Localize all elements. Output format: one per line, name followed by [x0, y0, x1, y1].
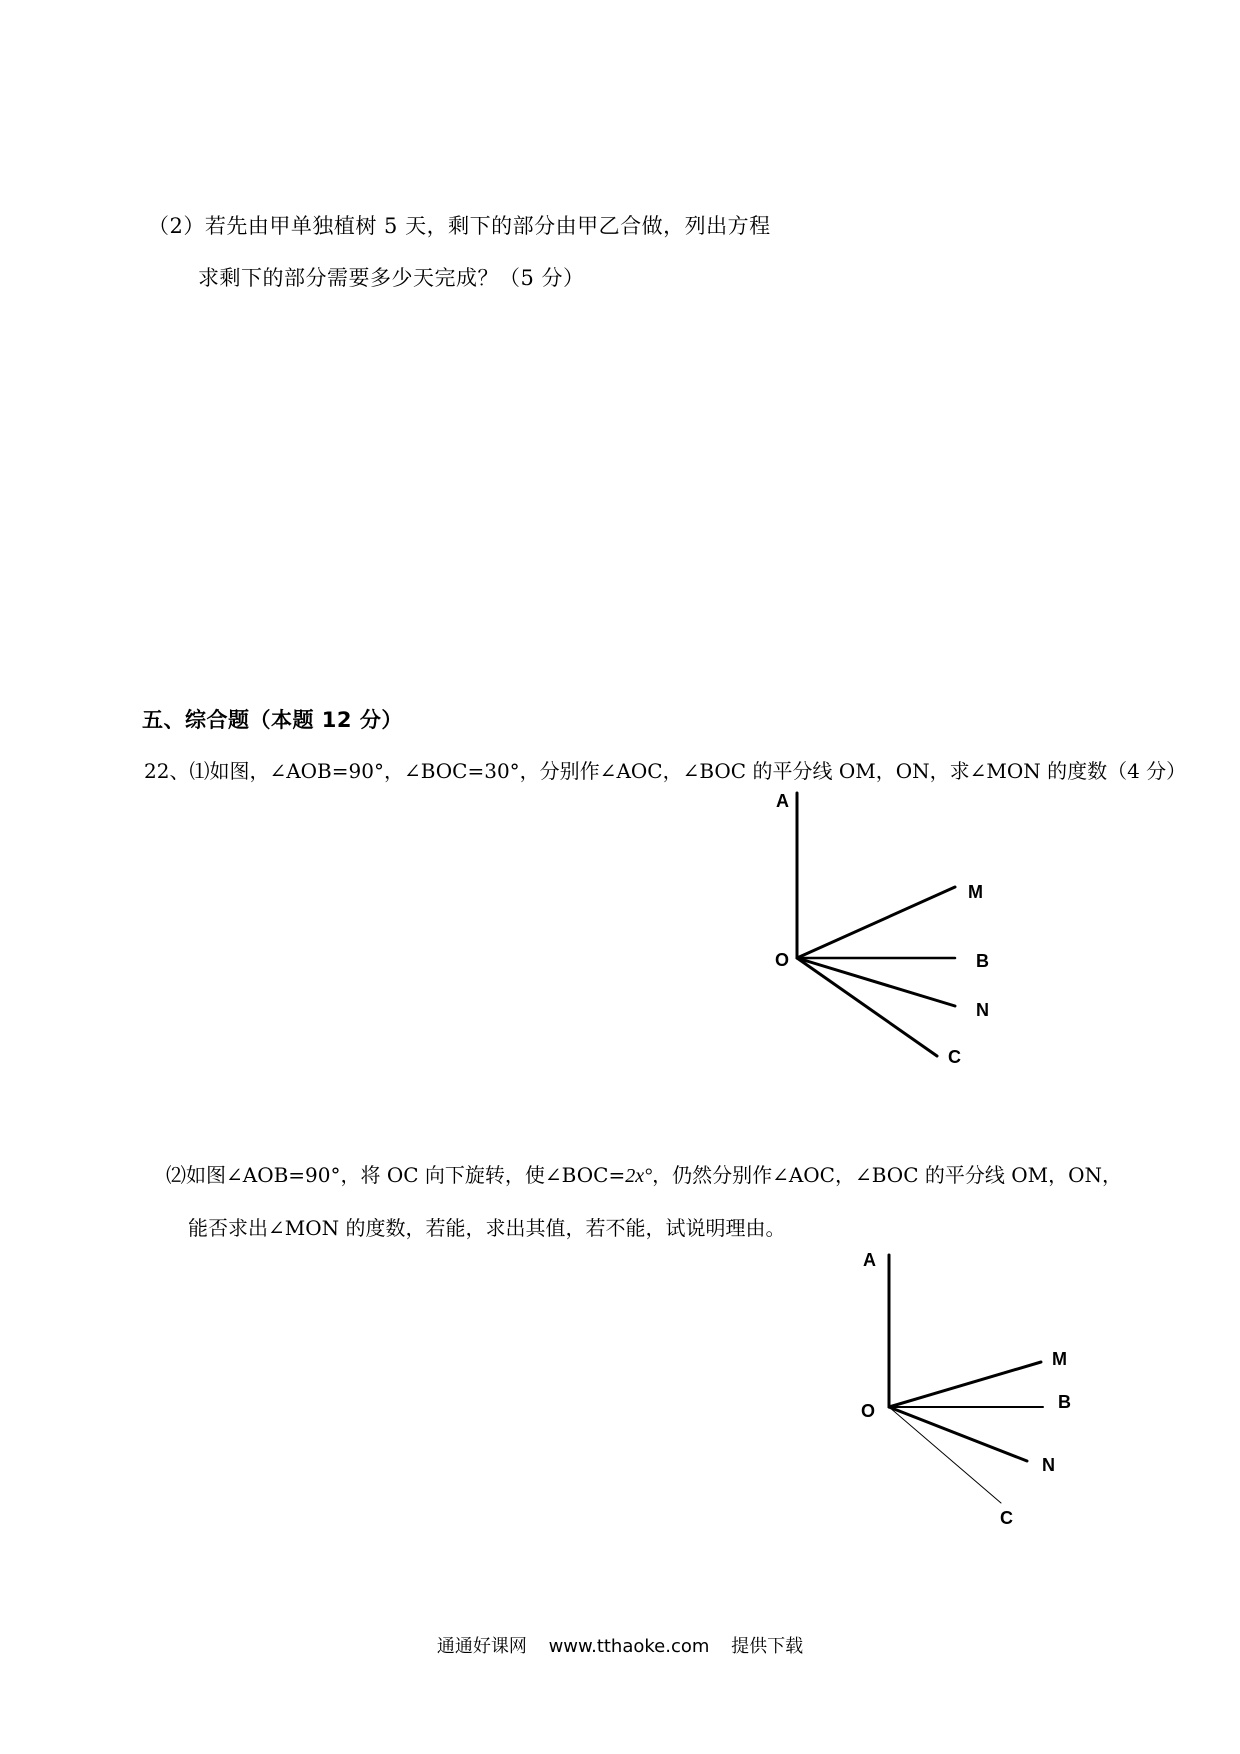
q21-part2-line1: （2）若先由甲单独植树 5 天，剩下的部分由甲乙合做，列出方程 [148, 214, 771, 238]
label-o: O [775, 950, 790, 970]
ray-oc [797, 958, 937, 1056]
q22-part2-text-a: ⑵如图∠AOB=90°，将 OC 向下旋转，使∠BOC= [166, 1163, 626, 1187]
ray-on [889, 1407, 1027, 1461]
q22-part2-line2: 能否求出∠MON 的度数，若能，求出其值，若不能，试说明理由。 [188, 1216, 786, 1240]
label-a: A [863, 1250, 876, 1270]
label-n: N [1042, 1455, 1055, 1475]
label-n: N [976, 1000, 989, 1020]
q22-part2-text-b: ，仍然分别作∠AOC，∠BOC 的平分线 OM，ON， [652, 1163, 1122, 1187]
q21-part2-line2: 求剩下的部分需要多少天完成？（5 分） [198, 266, 585, 290]
angle-variable: 2x° [625, 1165, 653, 1187]
q22-part1-text: 22、⑴如图，∠AOB=90°，∠BOC=30°，分别作∠AOC，∠BOC 的平分线 OM，ON，求∠MON 的度数（4 分） [144, 759, 1187, 783]
footer-suffix: 提供下载 [731, 1636, 804, 1657]
label-m: M [1052, 1349, 1067, 1369]
label-o: O [861, 1401, 876, 1421]
ray-on [797, 958, 955, 1006]
label-a: A [776, 791, 789, 811]
label-c: C [1000, 1508, 1013, 1528]
footer-url[interactable]: www.tthaoke.com [548, 1636, 710, 1657]
label-b: B [976, 951, 989, 971]
section-heading: 五、综合题（本题 12 分） [142, 708, 403, 732]
angle-figure-1 [770, 785, 1000, 1075]
label-c: C [948, 1047, 961, 1067]
footer-site-name: 通通好课网 [436, 1636, 527, 1657]
label-b: B [1058, 1392, 1071, 1412]
ray-om [889, 1362, 1041, 1407]
label-m: M [968, 882, 983, 902]
ray-om [797, 887, 955, 958]
page-footer [0, 1632, 1240, 1658]
ray-oc [889, 1407, 1001, 1503]
q22-part2-line1 [166, 1159, 1122, 1188]
angle-figure-2 [855, 1245, 1085, 1535]
